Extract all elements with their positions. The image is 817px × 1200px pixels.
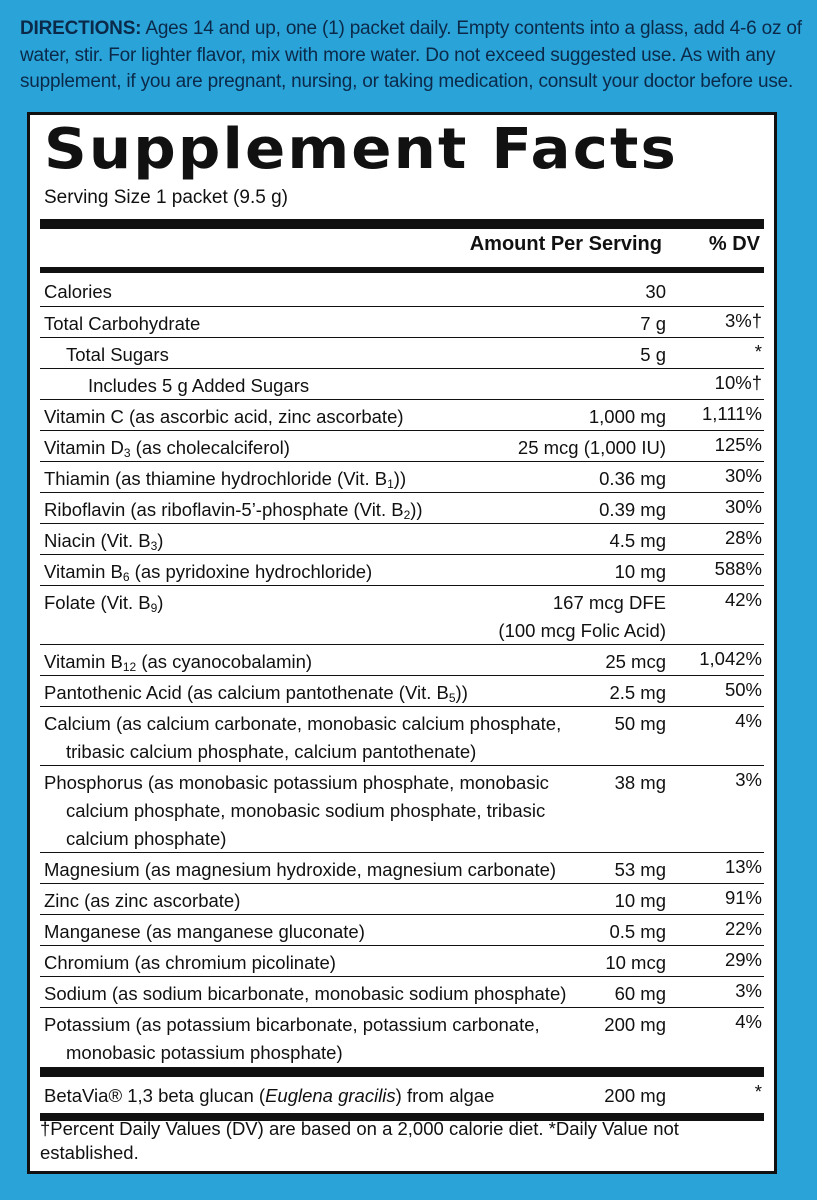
nutrient-row [40, 1007, 764, 1066]
nutrient-amount-line: 0.36 mg [599, 468, 666, 489]
nutrient-amount [605, 952, 666, 977]
nutrient-name-part: Riboflavin (as riboflavin-5’-phosphate (Vit. B [44, 499, 404, 520]
footnote: †Percent Daily Values (DV) are based on a 2,000 calorie diet. *Daily Value not established. [40, 1118, 679, 1163]
nutrient-amount [645, 281, 666, 306]
nutrient-name-line: Chromium (as chromium picolinate) [44, 952, 336, 973]
nutrient-name [88, 375, 309, 400]
nutrient-amount-line: 0.5 mg [609, 921, 666, 942]
nutrient-name [44, 313, 200, 338]
nutrient-name-line: Vitamin C (as ascorbic acid, zinc ascorbate) [44, 406, 404, 427]
nutrient-amount-line: 60 mg [614, 983, 666, 1004]
nutrient-name-part: )) [410, 499, 423, 520]
nutrient-name [44, 772, 549, 853]
betavia-species: Euglena gracilis [265, 1085, 396, 1106]
nutrient-name [44, 530, 163, 552]
nutrient-row [40, 492, 764, 523]
nutrient-name [44, 651, 312, 673]
nutrient-amount [615, 983, 666, 1008]
nutrient-name [44, 468, 406, 490]
nutrient-subscript: 5 [448, 691, 456, 705]
nutrient-name [44, 406, 404, 431]
nutrient-amount-line: 10 mg [614, 890, 666, 911]
nutrient-amount-line: 200 mg [604, 1014, 666, 1035]
nutrient-name-line: Manganese (as manganese gluconate) [44, 921, 365, 942]
nutrient-dv: 1,111% [702, 403, 762, 424]
nutrient-amount [615, 713, 666, 738]
nutrient-amount-line: 0.39 mg [599, 499, 666, 520]
nutrient-amount [615, 890, 666, 915]
nutrient-dv: 3% [735, 980, 762, 1001]
betavia-name-part: BetaVia® 1,3 beta glucan ( [44, 1085, 266, 1106]
nutrient-row [40, 644, 764, 675]
nutrient-name [44, 682, 468, 704]
nutrient-amount-line: (100 mcg Folic Acid) [498, 620, 666, 641]
nutrient-row [40, 706, 764, 765]
panel-title: Supplement Facts [44, 117, 678, 182]
nutrient-amount [605, 651, 666, 676]
nutrient-dv: 13% [724, 856, 762, 877]
nutrient-dv: 30% [724, 465, 762, 486]
nutrient-amount-line: 7 g [640, 313, 666, 334]
nutrient-dv: 1,042% [699, 648, 762, 669]
nutrient-name-part: Folate (Vit. B [44, 592, 151, 613]
nutrient-subscript: 2 [403, 508, 411, 522]
nutrient-name-part: (as cyanocobalamin) [136, 651, 313, 672]
nutrient-amount [615, 561, 666, 586]
nutrient-row [40, 675, 764, 706]
nutrient-name [44, 890, 240, 915]
nutrient-row [40, 945, 764, 976]
nutrient-amount [518, 437, 666, 462]
nutrient-name-line: Sodium (as sodium bicarbonate, monobasic sodium phosphate) [44, 983, 567, 1004]
nutrient-row [40, 368, 764, 399]
nutrient-name-line: Phosphorus (as monobasic potassium phosphate, monobasic [44, 772, 549, 793]
nutrient-row [40, 914, 764, 945]
nutrient-name-line: Calories [44, 281, 112, 302]
nutrient-name-part: )) [393, 468, 407, 489]
nutrient-amount [599, 499, 666, 524]
directions-body: Ages 14 and up, one (1) packet daily. Empty contents into a glass, add 4-6 oz of water, stir. For lighter flavor, mix with more water. Do not exceed suggested use. As with any supplement, if you are pregnant, nursing, or taking medication, consult your doctor before use. [20, 18, 802, 92]
nutrient-name [44, 499, 423, 521]
nutrient-dv: 42% [724, 589, 762, 610]
nutrient-amount [609, 530, 666, 555]
nutrient-name-line: monobasic potassium phosphate) [66, 1042, 343, 1063]
nutrient-name [44, 437, 290, 459]
nutrient-subscript: 3 [150, 539, 158, 553]
nutrient-name-line: calcium phosphate) [66, 828, 227, 849]
nutrient-row [40, 976, 764, 1007]
nutrient-row [40, 430, 764, 461]
nutrient-name [44, 952, 336, 977]
nutrient-amount-line: 10 mcg [605, 952, 666, 973]
nutrient-dv: 3% [735, 769, 762, 790]
nutrient-dv: 91% [724, 887, 762, 908]
nutrient-amount-line: 1,000 mg [588, 406, 666, 427]
nutrient-dv: 4% [735, 710, 762, 731]
nutrient-amount-line: 25 mcg [605, 651, 666, 672]
nutrient-amount-line: 2.5 mg [609, 682, 666, 703]
nutrient-dv: * [754, 341, 762, 362]
supplement-facts-panel [27, 112, 777, 1174]
nutrient-row [40, 306, 764, 337]
nutrient-subscript: 1 [387, 477, 394, 491]
nutrient-dv: 3%† [724, 310, 762, 331]
nutrient-name [44, 983, 566, 1008]
nutrient-row [40, 765, 764, 852]
nutrient-name [44, 592, 163, 614]
nutrient-row [40, 883, 764, 914]
nutrient-rows [40, 275, 764, 1121]
nutrient-amount-line: 25 mcg (1,000 IU) [517, 437, 666, 458]
nutrient-name-line: Total Carbohydrate [44, 313, 201, 334]
nutrient-amount-line: 167 mcg DFE [552, 592, 666, 613]
betavia-name [44, 1085, 494, 1107]
thick-divider-header [40, 267, 764, 273]
nutrient-name-part: Vitamin D [44, 437, 124, 458]
nutrient-row [40, 554, 764, 585]
nutrient-name-part: Thiamin (as thiamine hydrochloride (Vit. B [44, 468, 388, 489]
nutrient-dv: 50% [724, 679, 762, 700]
nutrient-amount-line: 5 g [640, 344, 666, 365]
nutrient-name [44, 921, 365, 946]
nutrient-name [66, 344, 169, 369]
serving-size: Serving Size 1 packet (9.5 g) [44, 187, 288, 208]
nutrient-name-line: calcium phosphate, monobasic sodium phosphate, tribasic [66, 800, 546, 821]
betavia-name-part: ) from algae [395, 1085, 495, 1106]
betavia-amount: 200 mg [604, 1085, 666, 1106]
nutrient-dv: 29% [724, 949, 762, 970]
nutrient-name-part: Niacin (Vit. B [44, 530, 151, 551]
nutrient-name [44, 713, 561, 766]
nutrient-name-part: Pantothenic Acid (as calcium pantothenate (Vit. B [44, 682, 449, 703]
header-amount: Amount Per Serving [469, 233, 662, 255]
nutrient-name-line: tribasic calcium phosphate, calcium pantothenate) [66, 741, 477, 762]
nutrient-name-part: )) [455, 682, 468, 703]
thick-divider-top [40, 219, 764, 229]
nutrient-name-line: Total Sugars [66, 344, 169, 365]
directions-text [20, 16, 810, 96]
nutrient-name-line: Potassium (as potassium bicarbonate, potassium carbonate, [44, 1014, 540, 1035]
nutrient-amount [615, 772, 666, 797]
nutrient-dv: 22% [724, 918, 762, 939]
nutrient-dv: 125% [714, 434, 762, 455]
directions-label: DIRECTIONS: [20, 18, 142, 39]
nutrient-row [40, 523, 764, 554]
nutrient-subscript: 6 [122, 570, 130, 584]
betavia-dv: * [754, 1081, 762, 1102]
nutrient-name-line: Includes 5 g Added Sugars [88, 375, 310, 396]
nutrient-amount [609, 682, 666, 707]
nutrient-name-part: ) [157, 592, 164, 613]
nutrient-name-part: ) [157, 530, 164, 551]
nutrient-name-part: Vitamin B [44, 651, 123, 672]
nutrient-amount-line: 38 mg [614, 772, 666, 793]
nutrient-amount [604, 1014, 666, 1039]
nutrient-amount [615, 859, 666, 884]
nutrient-amount-line: 10 mg [614, 561, 666, 582]
nutrient-name-line: Calcium (as calcium carbonate, monobasic calcium phosphate, [44, 713, 562, 734]
nutrient-name-part: (as cholecalciferol) [130, 437, 290, 458]
nutrient-amount [640, 313, 666, 338]
nutrient-dv: 30% [724, 496, 762, 517]
nutrient-name-part: (as pyridoxine hydrochloride) [129, 561, 373, 582]
nutrient-amount [498, 592, 666, 645]
nutrient-name [44, 1014, 540, 1067]
nutrient-subscript: 3 [123, 446, 131, 460]
nutrient-row [40, 337, 764, 368]
nutrient-name-line: Magnesium (as magnesium hydroxide, magnesium carbonate) [44, 859, 557, 880]
nutrient-amount-line: 53 mg [614, 859, 666, 880]
nutrient-row [40, 852, 764, 883]
nutrient-row [40, 461, 764, 492]
nutrient-dv: 10%† [714, 372, 762, 393]
nutrient-dv: 28% [724, 527, 762, 548]
betavia-row [40, 1077, 764, 1111]
nutrient-name [44, 859, 556, 884]
nutrient-name [44, 561, 372, 583]
nutrient-name-line: Zinc (as zinc ascorbate) [44, 890, 241, 911]
nutrient-amount-line: 4.5 mg [609, 530, 666, 551]
nutrient-row [40, 275, 764, 306]
nutrient-amount [589, 406, 666, 431]
nutrient-amount [609, 921, 666, 946]
nutrient-amount [599, 468, 666, 493]
nutrient-amount-line: 30 [645, 281, 666, 302]
nutrient-amount-line: 50 mg [614, 713, 666, 734]
nutrient-row [40, 399, 764, 430]
nutrient-row [40, 585, 764, 644]
nutrient-name-part: Vitamin B [44, 561, 123, 582]
nutrient-dv: 588% [714, 558, 762, 579]
thick-divider-bottom [40, 1067, 764, 1077]
nutrient-dv: 4% [735, 1011, 762, 1032]
nutrient-subscript: 9 [150, 601, 158, 615]
nutrient-name [44, 281, 112, 306]
header-dv: % DV [708, 233, 760, 255]
nutrient-subscript: 12 [122, 660, 137, 674]
nutrient-amount [640, 344, 666, 369]
